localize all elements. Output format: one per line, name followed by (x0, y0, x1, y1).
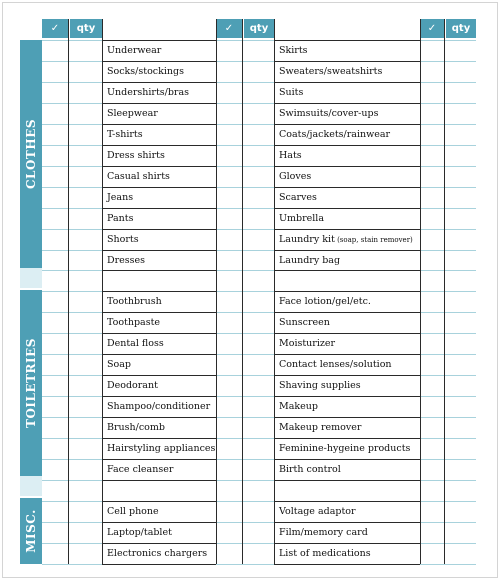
column-divider (68, 19, 69, 564)
checklist-item (279, 166, 311, 187)
checklist-item-label: Umbrella (279, 213, 324, 224)
checklist-item (279, 543, 371, 564)
checklist-item (107, 82, 189, 103)
checklist-item (279, 208, 324, 229)
checklist-item (279, 375, 361, 396)
laundry-kit-note: (soap, stain remover) (334, 236, 413, 244)
checklist-item (279, 61, 382, 82)
checklist-item (107, 354, 131, 375)
checklist-item-label: Dresses (107, 255, 146, 266)
checklist-item-label: Underwear (107, 45, 162, 56)
checklist-item (279, 396, 318, 417)
qty-header-3-label: qty (451, 23, 471, 34)
checklist-item-label: Undershirts/bras (107, 87, 189, 98)
checklist-item-label: Hats (279, 150, 302, 161)
checklist-item (107, 145, 165, 166)
checklist-item (107, 229, 139, 250)
category-clothes-label: CLOTHES (24, 118, 38, 190)
checklist-item-label: Voltage adaptor (279, 506, 356, 517)
checklist-item-label: Dress shirts (107, 150, 165, 161)
checklist-item (107, 103, 158, 124)
checklist-item-label: Swimsuits/cover-ups (279, 108, 379, 119)
checklist-item-label: Suits (279, 87, 304, 98)
checklist-item-label: List of medications (279, 548, 371, 559)
checklist-item (107, 291, 162, 312)
checklist-item (107, 438, 215, 459)
checklist-item-label: Shorts (107, 234, 139, 245)
checklist-item-label: Moisturizer (279, 338, 336, 349)
checklist-item (279, 145, 302, 166)
item-row-border (274, 480, 420, 481)
checklist-item (279, 103, 378, 124)
checklist-item-label: Dental floss (107, 338, 164, 349)
category-misc-label: MISC. (24, 509, 38, 553)
checklist-item-label: Sweaters/sweatshirts (279, 66, 383, 77)
check-header-3 (420, 19, 444, 38)
checklist-item (279, 522, 368, 543)
checklist-item-label: Laundry bag (279, 255, 341, 266)
checklist-item (107, 208, 133, 229)
check-header-1-label: ✓ (50, 23, 60, 34)
checklist-item-label: Face lotion/gel/etc. (279, 296, 371, 307)
checklist-item (279, 40, 308, 61)
checklist-item (279, 312, 330, 333)
column-divider (216, 19, 217, 564)
checklist-item-label: Deodorant (107, 380, 158, 391)
qty-header-2-label: qty (249, 23, 269, 34)
checklist-item (107, 417, 165, 438)
check-header-3-label: ✓ (427, 23, 437, 34)
check-header-1 (42, 19, 68, 38)
checklist-item-label: Contact lenses/solution (279, 359, 392, 370)
checklist-item-label: Makeup (279, 401, 318, 412)
column-divider (420, 19, 421, 564)
checklist-item-label: Brush/comb (107, 422, 165, 433)
checklist-item (107, 501, 159, 522)
checklist-item (279, 459, 341, 480)
checklist-item-label: Gloves (279, 171, 312, 182)
qty-header-3 (446, 19, 476, 38)
checklist-item (279, 438, 410, 459)
category-toiletries (20, 290, 42, 476)
checklist-item (107, 396, 210, 417)
page-frame (2, 2, 498, 578)
checklist-item-label: Sunscreen (279, 317, 330, 328)
checklist-item (279, 124, 390, 145)
qty-header-2 (244, 19, 274, 38)
checklist-item (107, 40, 161, 61)
checklist-item (279, 250, 340, 271)
checklist-item-label: Cell phone (107, 506, 159, 517)
checklist-item-label: Toothpaste (107, 317, 161, 328)
checklist-item (279, 82, 303, 103)
checklist-item-label: Jeans (107, 192, 134, 203)
checklist-item (279, 417, 361, 438)
checklist-item (107, 124, 143, 145)
category-misc (20, 498, 42, 564)
checklist-item (107, 522, 172, 543)
checklist-item-label: Makeup remover (279, 422, 362, 433)
check-header-2-label: ✓ (224, 23, 234, 34)
checklist-item-label: Laptop/tablet (107, 527, 172, 538)
checklist-item-label: Shaving supplies (279, 380, 361, 391)
checklist-item-label: Film/memory card (279, 527, 368, 538)
checklist-item (279, 354, 392, 375)
checklist-item (107, 459, 173, 480)
checklist-item-label: Electronics chargers (107, 548, 208, 559)
checklist-item (279, 333, 335, 354)
checklist-item-label: Casual shirts (107, 171, 170, 182)
qty-header-1 (70, 19, 102, 38)
item-row-border (102, 564, 216, 565)
category-toiletries-label: TOILETRIES (24, 338, 38, 428)
checklist-item-label: Hairstyling appliances (107, 443, 216, 454)
qty-header-1-label: qty (76, 23, 96, 34)
checklist-item-label: Coats/jackets/rainwear (279, 129, 391, 140)
column-divider (242, 19, 243, 564)
checklist-item-label: Birth control (279, 464, 341, 475)
checklist-item (279, 187, 317, 208)
checklist-item-label: Socks/stockings (107, 66, 184, 77)
checklist-item (279, 229, 413, 250)
checklist-item (279, 501, 356, 522)
checklist-item (107, 187, 133, 208)
checklist-item-label: Soap (107, 359, 131, 370)
category-clothes (20, 40, 42, 268)
checklist-item-label: Toothbrush (107, 296, 162, 307)
item-row-border (102, 480, 216, 481)
checklist-item (107, 312, 160, 333)
checklist-item-label: Skirts (279, 45, 308, 56)
checklist-item-label: Scarves (279, 192, 317, 203)
checklist-item (107, 333, 164, 354)
checklist-item-label: T-shirts (107, 129, 143, 140)
category-spacer-1 (20, 268, 42, 288)
category-spacer-2 (20, 476, 42, 496)
checklist-item-label: Pants (107, 213, 134, 224)
checklist-item-label: Face cleanser (107, 464, 174, 475)
checklist-item (107, 61, 184, 82)
checklist-item (107, 543, 207, 564)
checklist-item (107, 375, 158, 396)
checklist-item (279, 291, 371, 312)
item-row-border (274, 564, 420, 565)
checklist-item-label: Feminine-hygeine products (279, 443, 411, 454)
checklist-item-label: Sleepwear (107, 108, 158, 119)
checklist-item-label: Laundry kit (279, 234, 335, 245)
checklist-item (107, 250, 145, 271)
checklist-item-label: Shampoo/conditioner (107, 401, 211, 412)
checklist-item (107, 166, 170, 187)
column-divider (444, 19, 445, 564)
check-header-2 (216, 19, 242, 38)
